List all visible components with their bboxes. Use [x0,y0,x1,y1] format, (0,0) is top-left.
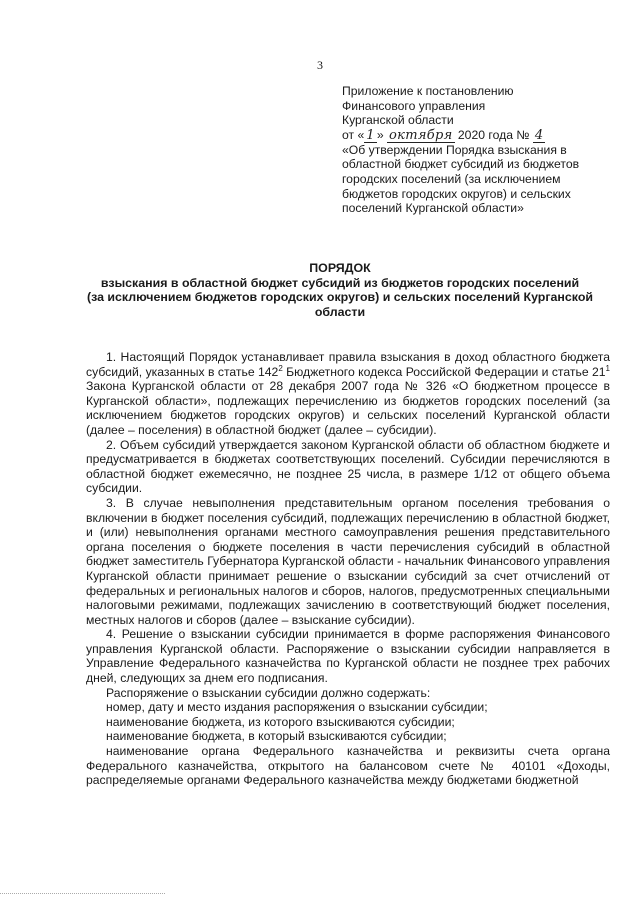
paragraph-text: Закона Курганской области от 28 декабря 2007 года № 326 «О бюджетном процессе в Курганской области», подлежащих перечислению из бюджетов городских поселений (за исключением бюджетов городских округов) и сельских поселений Курганской области (далее – поселения) в областной бюджет (далее – субсидии). [86,379,610,437]
list-item: наименование бюджета, в который взыскиваются субсидии; [106,729,447,744]
appendix-line: Финансового управления [342,98,486,113]
appendix-date-line [342,128,612,143]
date-year: 2020 года № [457,127,530,142]
appendix-act-line: «Об утверждении Порядка взыскания в [342,142,567,157]
date-day-handwritten: 1 [366,127,375,143]
paragraph-1 [86,350,610,438]
superscript: 2 [278,363,283,373]
date-mid: » [376,127,384,142]
superscript: 1 [605,363,610,373]
appendix-act-line: поселений Курганской области» [342,201,524,216]
appendix-block [342,84,612,216]
paragraph-2: 2. Объем субсидий утверждается законом Курганской области об областном бюджете и предусматривается в бюджетах соответствующих поселений. Субсидии перечисляются в областной бюджет ежемесячно, не позднее 25 числа, в размере 1/12 от общего объема субсидии. [86,437,610,496]
list-item: наименование бюджета, из которого взыскиваются субсидии; [106,714,455,729]
appendix-act-line: бюджетов городских округов) и сельских [342,186,571,201]
paragraph-3: 3. В случае невыполнения представительным органом поселения требования о включении в бюджет поселения субсидий, подлежащих перечислению в областной бюджет, и (или) невыполнения органами местного самоуправления решения представительного органа поселения о бюджете поселения в части перечисления субсидий в областной бюджет заместитель Губернатора Курганской области - начальник Финансового управления Курганской области принимает решение о взыскании субсидий за счет отчислений от федеральных и региональных налогов и сборов, налогов, предусмотренных специальными налоговыми режимами, подлежащих зачислению в соответствующий бюджет поселения, местных налогов и сборов (далее – взыскание субсидии). [86,495,610,627]
paragraph-text: Бюджетного кодекса Российской Федерации и статье 21 [282,364,606,379]
list-item: наименование органа Федерального казначейства и реквизиты счета органа Федерального казначейства, открытого на балансовом счете № 40101 «Доходы, распределяемые органами Федерального казначейства между бюджетами бюджетной [86,744,610,788]
title-line: области [314,304,366,319]
appendix-act-line: областной бюджет субсидий из бюджетов [342,157,580,172]
date-month-handwritten: октября [389,127,453,143]
appendix-line: Приложение к постановлению [342,84,514,98]
paragraph-text: 1. Настоящий Порядок устанавливает правила взыскания в доход областного бюджета субсидий, указанных в статье 142 [86,350,610,379]
footer-divider [0,893,165,894]
paragraph-4: 4. Решение о взыскании субсидии принимается в форме распоряжения Финансового управления Курганской области. Распоряжение о взыскании субсидии направляется в Управление Федерального казначейства по Курганской области не позднее трех рабочих дней, следующих за днем его подписания. [86,627,610,686]
title-heading: ПОРЯДОК [309,261,371,275]
document-title [60,261,620,319]
list-item: номер, дату и место издания распоряжения о взыскании субсидии; [106,700,488,715]
paragraph-5: Распоряжение о взыскании субсидии должно содержать: [106,685,431,700]
title-line: (за исключением бюджетов городских округов) и сельских поселений Курганской [86,290,594,305]
page-number: 3 [317,58,323,72]
date-prefix: от « [342,127,365,142]
appendix-line: Курганской области [342,113,454,128]
document-body [86,350,610,788]
document-number-handwritten: 4 [534,127,544,143]
appendix-act-line: городских поселений (за исключением [342,171,561,186]
title-line: взыскания в областной бюджет субсидий из бюджетов городских поселений [100,275,580,290]
